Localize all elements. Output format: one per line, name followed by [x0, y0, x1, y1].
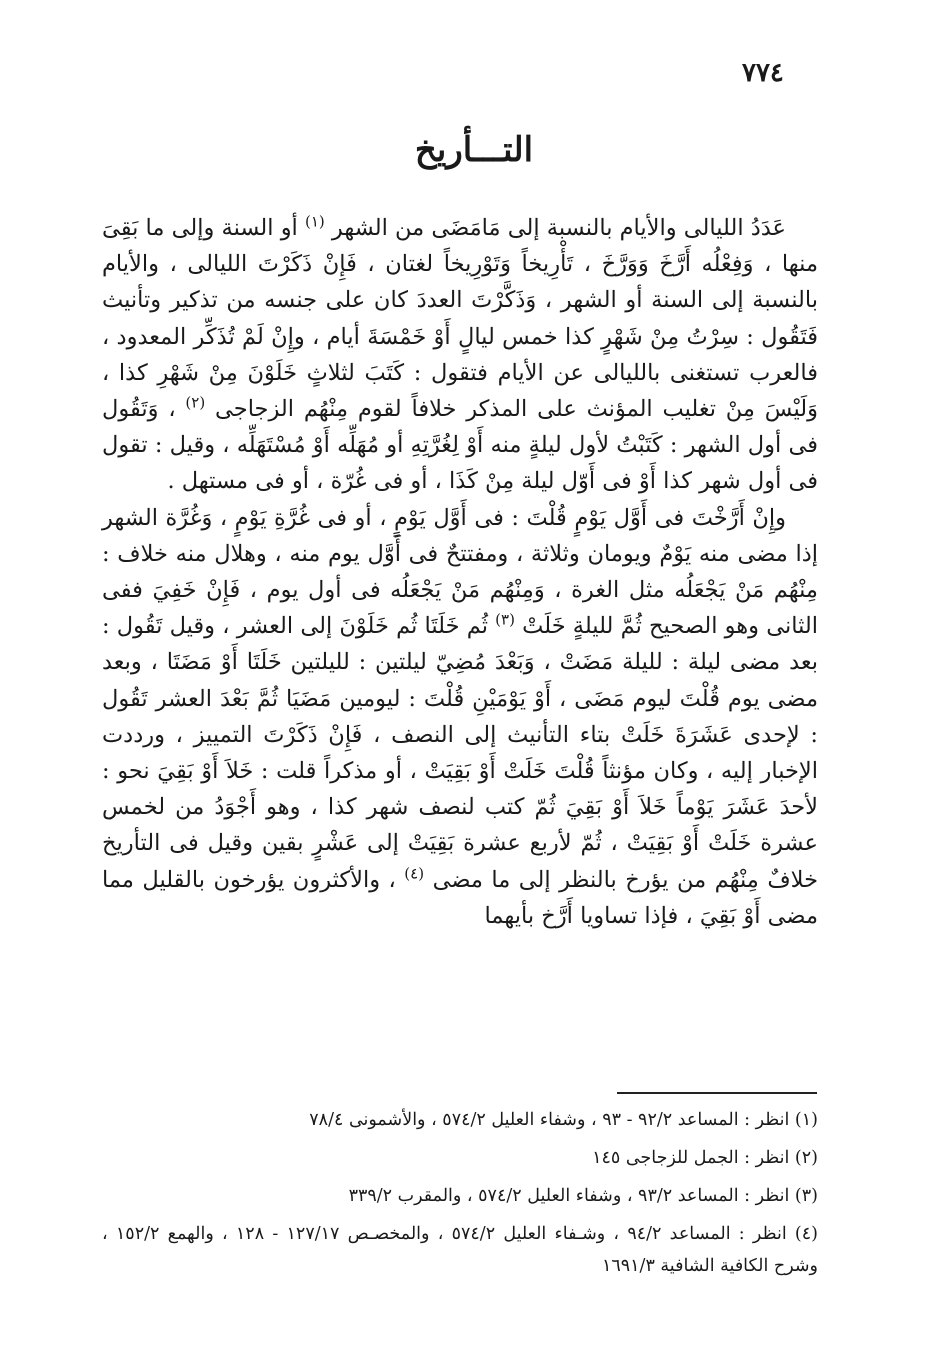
- chapter-title: التـــأريخ: [414, 130, 534, 170]
- text-run: ، وَتَقُول فى أول الشهر : كَتَبْتُ لأول ليلةٍ منه أَوْ لِغُرَّتِهِ أو مُهَلِّه أَوْ مُسْتَهَلِّه ، وقيل : تقول فى أول شهر كذا أَوْ فى أَوّل ليلة مِنْ كَذَا ، أو فى غُرّة ، أو فى مستهل .: [102, 396, 818, 495]
- footnote-reference: (١): [304, 212, 325, 231]
- main-text: [102, 210, 818, 934]
- text-run: ، والأكثرون يؤرخون بالقليل مما مضى أَوْ بَقِيَ ، فإذا تساويا أَرَّخ بأيهما: [102, 866, 818, 929]
- footnote-reference: (٤): [404, 864, 425, 883]
- text-run: ثُم خَلَتَا ثُم خَلَوْنَ إلى العشر ، وقيل تَقُول : بعد مضى ليلة : لليلة مَضَتْ ، وَبَعْدَ مُضِيّ ليلتين : لليلتين خَلَتَا أَوْ مَضَتَا ، وبعد مضى يوم قُلْتَ ليوم مَضَى ، أَوْ يَوْمَيْنِ قُلْتَ : ليومين مَضَيَا ثُمَّ بَعْدَ العشر تَقُول : لإحدى عَشَرَةَ خَلَتْ بتاء التأنيث إلى النصف ، فَإِنْ ذَكَرْتَ التمييز ، ورددت الإخبار إليه ، وكان مؤنثاً قُلْتَ خَلَتْ أَوْ بَقِيَتْ ، أو مذكراً قلت : خَلاَ أَوْ بَقِيَ نحو : لأحدَ عَشَرَ يَوْماً خَلاَ أَوْ بَقِيَ ثُمّ كتب لنصف شهر كذا ، وهو أَجْوَدُ من لخمس عشرة خَلَتْ أَوْ بَقِيَتْ ، ثُمّ لأربع عشرة بَقِيَتْ إلى عَشْرٍ بقين وقيل فى التأريخ خلافٌ مِنْهُم من يؤرخ بالنظر إلى ما مضى: [102, 613, 818, 893]
- footnote-reference: (٢): [185, 393, 206, 412]
- footnote: (٣) انظر : المساعد ٩٣/٢ ، وشفاء العليل ٥٧٤/٢ ، والمقرب ٣٣٩/٢: [348, 1186, 818, 1206]
- page-number: ٧٧٤: [742, 58, 784, 88]
- footnote-divider: [617, 1092, 817, 1094]
- text-run: عَدَدُ الليالى والأيام بالنسبة إلى مَامَضَى من الشهر: [324, 215, 786, 241]
- paragraph: [102, 500, 818, 934]
- footnote: (٤) انظر : المساعد ٩٤/٢ ، وشـفاء العليل ٥٧٤/٢ ، والمخصـص ١٢٧/١٧ - ١٢٨ ، والهمع ١٥٢/٢ ، وشرح الكافية الشافية ١٦٩١/٣: [102, 1224, 818, 1276]
- footnotes: [102, 1104, 818, 1288]
- text-run: أو السنة وإلى ما بَقِىَ منها ، وَفِعْلُه أَرَّخَ وَوَرَّخَ ، تَأْرِيخاً وَتَوْرِيخاً لغتان ، فَإِنْ ذَكَرْتَ الليالى ، والأيام بالنسبة إلى السنة أو الشهر ، وَذَكَّرْتَ العددَ كان على جنسه من تذكير وتأنيث فَتَقُول : سِرْتُ مِنْ شَهْرٍ كذا خمس ليالٍ أَوْ خَمْسَةَ أيام ، وإِنْ لَمْ تُذَكِّر المعدود ، فالعرب تستغنى بالليالى عن الأيام فتقول : كَتَبَ لثلاثٍ خَلَوْنَ مِنْ شَهْرِ كذا ، وَلَيْسَ مِنْ تغليب المؤنث على المذكر خلافاً لقوم مِنْهُم الزجاجى: [102, 215, 819, 423]
- footnote-reference: (٣): [495, 610, 515, 629]
- text-run: وإِنْ أَرَّخْتَ فى أَوَّل يَوْمٍ قُلْتَ : فى أَوَّل يَوْمٍ ، أو فى غُرَّةِ يَوْمٍ ، وَغُرَّة الشهر إذا مضى منه يَوْمٌ ويومان وثلاثة ، ومفتتحٌ فى أَوَّل يوم منه ، وهلال منه خلاف : مِنْهُم مَنْ يَجْعَلُه مثل الغرة ، وَمِنْهُم مَنْ يَجْعَلُه فى أول يوم ، فَإِنْ خَفِيَ ففى الثانى وهو الصحيح ثُمَّ لليلةٍ خَلَتْ: [102, 504, 818, 640]
- footnote: (١) انظر : المساعد ٩٢/٢ - ٩٣ ، وشفاء العليل ٥٧٤/٢ ، والأشمونى ٧٨/٤: [309, 1110, 818, 1130]
- footnote: (٢) انظر : الجمل للزجاجى ١٤٥: [592, 1148, 818, 1168]
- paragraph: [102, 210, 818, 500]
